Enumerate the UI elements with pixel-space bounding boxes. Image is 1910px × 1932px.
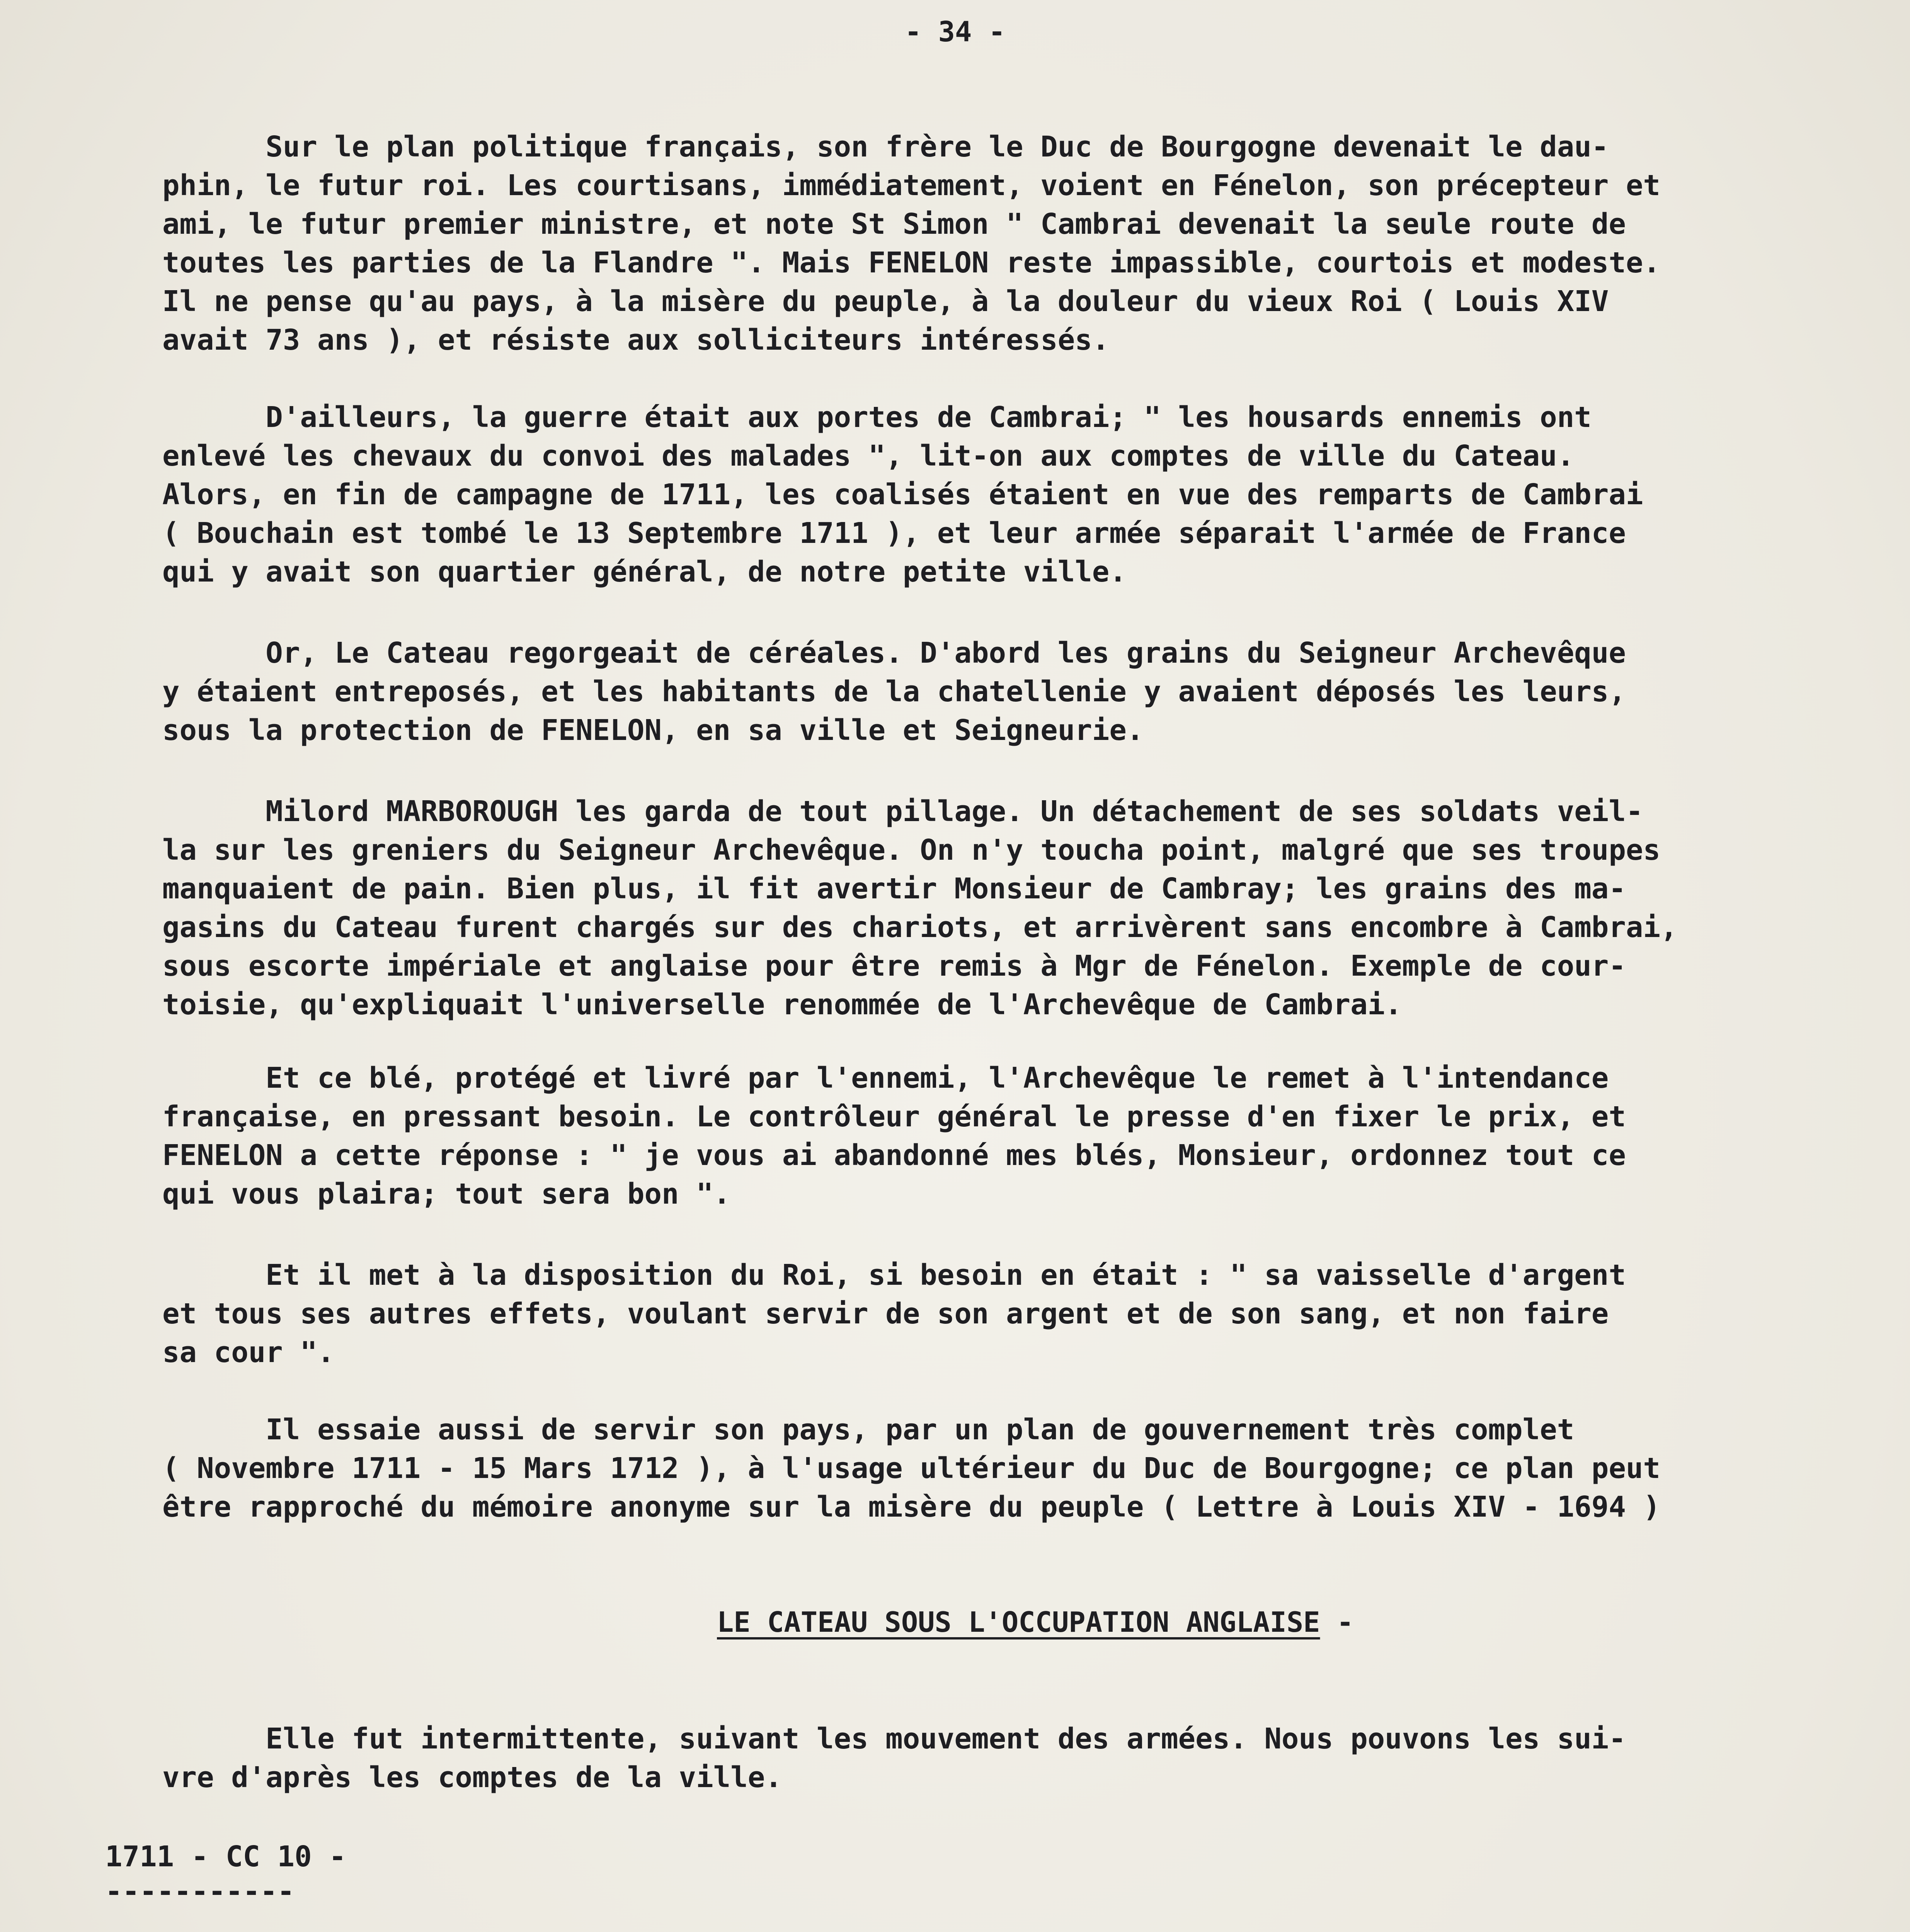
section-heading-text: LE CATEAU SOUS L'OCCUPATION ANGLAISE <box>717 1606 1320 1638</box>
paragraph-4: Milord MARBOROUGH les garda de tout pillage. Un détachement de ses soldats veil- la sur les greniers du Seigneur Archevêque. On n'y toucha point, malgré que ses troupes manquaient de pain. Bien plus, il fit avertir Monsieur de Cambray; les grains des ma- gasins du Cateau furent chargés sur des chariots, et arrivèrent sans encombre à Cambrai, sous escorte impériale et anglaise pour être remis à Mgr de Fénelon. Exemple de cour- toisie, qu'expliquait l'universelle renommée de l'Archevêque de Cambrai. <box>162 795 1678 1021</box>
paragraph-7: Il essaie aussi de servir son pays, par un plan de gouvernement très complet ( Novembre 1711 - 15 Mars 1712 ), à l'usage ultérieur du Duc de Bourgogne; ce plan peut être rapproché du mémoire anonyme sur la misère du peuple ( Lettre à Louis XIV - 1694 ) <box>162 1413 1661 1524</box>
paragraph-6: Et il met à la disposition du Roi, si besoin en était : " sa vaisselle d'argent et tous ses autres effets, voulant servir de son argent et de son sang, et non faire sa cour ". <box>162 1259 1626 1369</box>
paragraph-3: Or, Le Cateau regorgeait de céréales. D'abord les grains du Seigneur Archevêque y étaient entreposés, et les habitants de la chatellenie y avaient déposés les leurs, sous la protection de FENELON, en sa ville et Seigneurie. <box>162 636 1626 747</box>
paragraph-1: Sur le plan politique français, son frère le Duc de Bourgogne devenait le dau- phin, le futur roi. Les courtisans, immédiatement, voient en Fénelon, son précepteur et ami, le futur premier ministre, et note St Simon " Cambrai devenait la seule route de toutes les parties de la Flandre ". Mais FENELON reste impassible, courtois et modeste. Il ne pense qu'au pays, à la misère du peuple, à la douleur du vieux Roi ( Louis XIV avait 73 ans ), et résiste aux solliciteurs intéressés. <box>162 130 1661 357</box>
paragraph-8: Elle fut intermittente, suivant les mouvement des armées. Nous pouvons les sui- vre d'après les comptes de la ville. <box>162 1722 1626 1794</box>
archive-reference: 1711 - CC 10 - <box>105 1840 346 1873</box>
paragraph-2: D'ailleurs, la guerre était aux portes de Cambrai; " les housards ennemis ont enlevé les chevaux du convoi des malades ", lit-on aux comptes de ville du Cateau. Alors, en fin de campagne de 1711, les coalisés étaient en vue des remparts de Cambrai ( Bouchain est tombé le 13 Septembre 1711 ), et leur armée séparait l'armée de France qui y avait son quartier général, de notre petite ville. <box>162 401 1643 588</box>
paragraph-5: Et ce blé, protégé et livré par l'ennemi, l'Archevêque le remet à l'intendance française, en pressant besoin. Le contrôleur général le presse d'en fixer le prix, et FENELON a cette réponse : " je vous ai abandonné mes blés, Monsieur, ordonnez tout ce qui vous plaira; tout sera bon ". <box>162 1061 1626 1211</box>
archive-reference-underline: ----------- <box>105 1875 295 1908</box>
section-heading-suffix: - <box>1320 1606 1354 1638</box>
section-heading <box>717 1603 1353 1641</box>
page-number: - 34 - <box>904 15 1006 48</box>
